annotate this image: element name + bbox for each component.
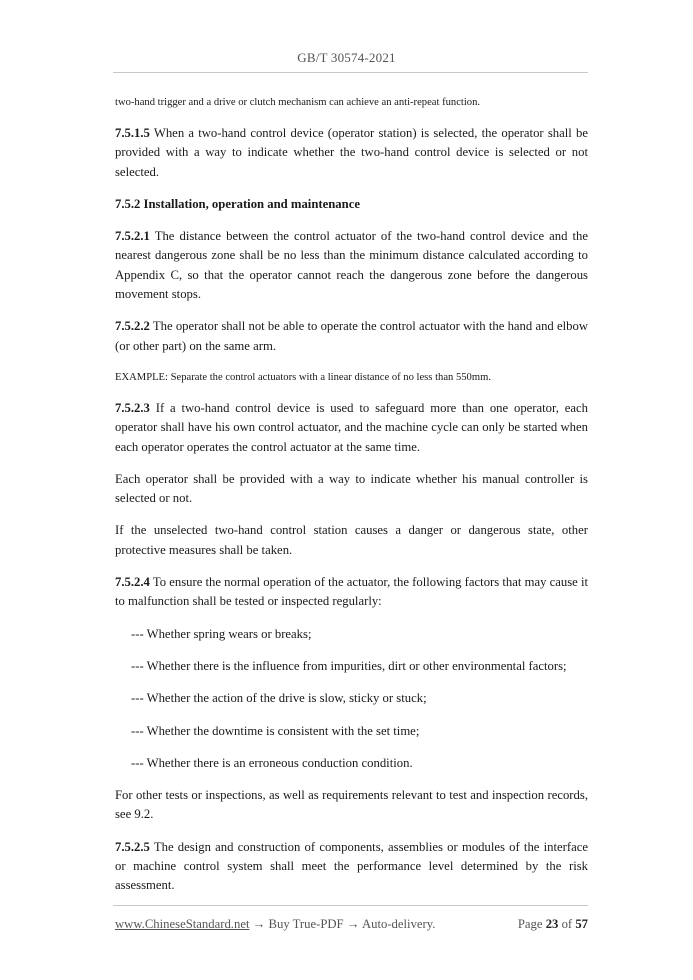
footer-divider xyxy=(113,905,588,906)
footer-tagline: → Buy True-PDF → Auto-delivery. xyxy=(249,917,436,931)
clause-number: 7.5.1.5 xyxy=(115,126,150,140)
list-item: --- Whether the action of the drive is slow, sticky or stuck; xyxy=(131,691,427,706)
clause-7-5-2-2 xyxy=(115,317,588,356)
clause-number: 7.5.2.4 xyxy=(115,575,150,590)
paragraph-continuation: two-hand trigger and a drive or clutch mechanism can achieve an anti-repeat function. xyxy=(115,97,481,108)
clause-text: When a two-hand control device (operator station) is selected, the operator shall be provided with a way to indicate whether the two-hand control device is selected or not selected. xyxy=(115,126,588,179)
page-total: 57 xyxy=(575,917,588,931)
paragraph: For other tests or inspections, as well as requirements relevant to test and inspection records, see 9.2. xyxy=(115,788,588,822)
clause-7-5-1-5 xyxy=(115,124,588,182)
of-label: of xyxy=(558,917,576,931)
list-item: --- Whether spring wears or breaks; xyxy=(131,626,312,641)
paragraph: If the unselected two-hand control station causes a danger or dangerous state, other protective measures shall be taken. xyxy=(115,523,588,557)
paragraph: Each operator shall be provided with a way to indicate whether his manual controller is selected or not. xyxy=(115,471,588,506)
list-item: --- Whether the downtime is consistent with the set time; xyxy=(131,723,420,738)
clause-number: 7.5.2.3 xyxy=(115,400,150,415)
page-number: 23 xyxy=(545,917,559,931)
list-item: --- Whether there is an erroneous conduction condition. xyxy=(131,755,413,770)
clause-number: 7.5.2.1 xyxy=(115,229,150,244)
document-header: GB/T 30574-2021 xyxy=(297,50,396,65)
clause-number: 7.5.2.2 xyxy=(115,319,150,334)
section-heading: 7.5.2 Installation, operation and maintenance xyxy=(115,196,360,211)
header-divider xyxy=(113,72,588,73)
clause-text: The distance between the control actuator of the two-hand control device and the nearest dangerous zone shall be no less than the minimum distance calculated according to Appendix C, so that the operator cannot reach the dangerous zone before the dangerous movement stops. xyxy=(115,229,588,302)
clause-text: The operator shall not be able to operate the control actuator with the hand and elbow (or other part) on the same arm. xyxy=(115,319,588,353)
page-label: Page xyxy=(517,917,546,931)
website-link[interactable]: www.ChineseStandard.net xyxy=(115,917,250,931)
clause-7-5-2-5 xyxy=(115,838,588,896)
example-note: EXAMPLE: Separate the control actuators with a linear distance of no less than 550mm. xyxy=(115,371,491,383)
clause-text: The design and construction of components, assemblies or modules of the interface or machine control system shall meet the performance level determined by the risk assessment. xyxy=(115,839,588,893)
clause-7-5-2-4 xyxy=(115,573,588,612)
page-footer xyxy=(115,917,588,932)
page-indicator xyxy=(518,917,588,932)
clause-text: If a two-hand control device is used to safeguard more than one operator, each operator shall have his own control actuator, and the machine cycle can only be started when each operator operates the control actuator at the same time. xyxy=(115,400,588,454)
clause-number: 7.5.2.5 xyxy=(115,839,150,854)
page-body xyxy=(115,94,588,909)
clause-text: To ensure the normal operation of the actuator, the following factors that may cause it to malfunction shall be tested or inspected regularly: xyxy=(115,575,588,609)
clause-7-5-2-1 xyxy=(115,227,588,304)
clause-7-5-2-3 xyxy=(115,399,588,457)
list-item: --- Whether there is the influence from impurities, dirt or other environmental factors; xyxy=(131,658,567,673)
